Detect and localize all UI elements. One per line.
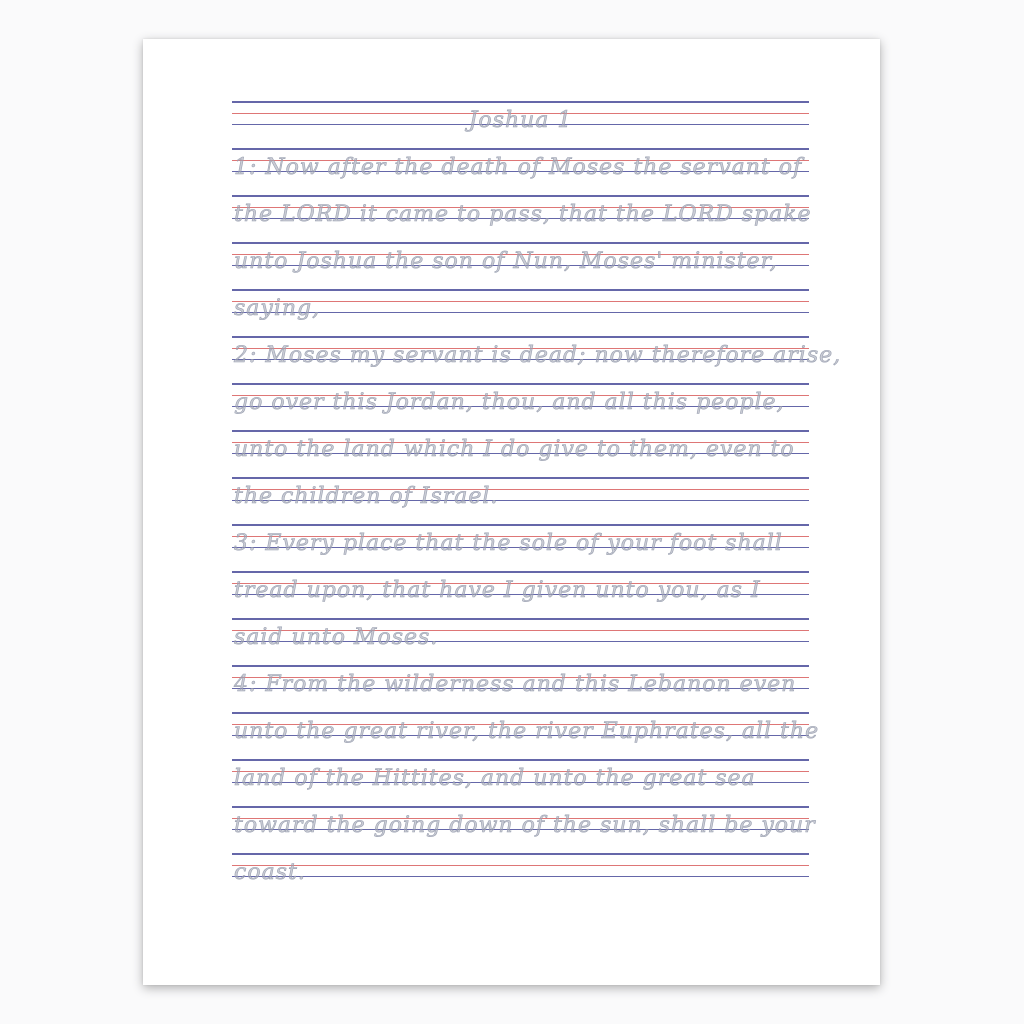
writing-line-set: [232, 853, 809, 885]
rule-bottom-line: [232, 359, 809, 361]
rule-mid-line: [232, 630, 809, 632]
rule-mid-line: [232, 160, 809, 162]
writing-line-set: [232, 289, 809, 321]
trace-text: unto Joshua the son of Nun, Moses' minister,: [234, 249, 778, 274]
rule-top-line: [232, 242, 809, 244]
trace-text: saying,: [234, 296, 321, 321]
rule-bottom-line: [232, 500, 809, 502]
writing-line-set: [232, 665, 809, 697]
rule-bottom-line: [232, 829, 809, 831]
rule-top-line: [232, 148, 809, 150]
writing-line-set: [232, 712, 820, 744]
writing-line-set: [232, 618, 809, 650]
writing-lines-area: [232, 101, 842, 900]
rule-top-line: [232, 759, 809, 761]
trace-text: the LORD it came to pass, that the LORD spake: [234, 202, 812, 227]
rule-top-line: [232, 336, 809, 338]
rule-top-line: [232, 101, 809, 103]
rule-mid-line: [232, 536, 809, 538]
writing-line-set: [232, 148, 809, 180]
rule-top-line: [232, 430, 809, 432]
rule-top-line: [232, 853, 809, 855]
trace-text: tread upon, that have I given unto you, as I: [234, 578, 761, 603]
rule-bottom-line: [232, 547, 809, 549]
worksheet-title: Joshua 1: [468, 108, 573, 133]
writing-line-set: [232, 806, 816, 838]
trace-text: said unto Moses.: [234, 625, 439, 650]
rule-mid-line: [232, 489, 809, 491]
rule-mid-line: [232, 254, 809, 256]
trace-text: coast.: [234, 860, 306, 885]
writing-line-set: [232, 430, 809, 462]
rule-bottom-line: [232, 688, 809, 690]
trace-text: the children of Israel.: [234, 484, 499, 509]
trace-text: unto the great river, the river Euphrates, all the: [234, 719, 820, 744]
rule-mid-line: [232, 771, 809, 773]
rule-mid-line: [232, 395, 809, 397]
writing-line-set: [232, 477, 809, 509]
rule-mid-line: [232, 207, 809, 209]
rule-mid-line: [232, 301, 809, 303]
rule-bottom-line: [232, 453, 809, 455]
rule-mid-line: [232, 677, 809, 679]
rule-top-line: [232, 618, 809, 620]
rule-top-line: [232, 806, 809, 808]
worksheet-page: [143, 39, 880, 985]
rule-top-line: [232, 712, 809, 714]
rule-top-line: [232, 665, 809, 667]
writing-line-set: [232, 383, 809, 415]
rule-bottom-line: [232, 218, 809, 220]
writing-line-set: [232, 759, 809, 791]
rule-mid-line: [232, 113, 809, 115]
trace-text: go over this Jordan, thou, and all this people,: [234, 390, 785, 415]
rule-mid-line: [232, 818, 809, 820]
rule-mid-line: [232, 583, 809, 585]
trace-text: unto the land which I do give to them, even to: [234, 437, 795, 462]
trace-text: 2: Moses my servant is dead; now therefore arise,: [234, 343, 842, 368]
trace-text: 3: Every place that the sole of your foot shall: [234, 531, 783, 556]
rule-top-line: [232, 571, 809, 573]
rule-mid-line: [232, 724, 809, 726]
rule-bottom-line: [232, 171, 809, 173]
writing-line-set: [232, 571, 809, 603]
rule-bottom-line: [232, 641, 809, 643]
rule-bottom-line: [232, 876, 809, 878]
rule-top-line: [232, 195, 809, 197]
writing-line-set: [232, 524, 809, 556]
rule-bottom-line: [232, 735, 809, 737]
rule-bottom-line: [232, 124, 809, 126]
body-lines-container: [232, 148, 842, 885]
trace-text: 1: Now after the death of Moses the servant of: [234, 155, 803, 180]
rule-top-line: [232, 477, 809, 479]
rule-bottom-line: [232, 265, 809, 267]
rule-top-line: [232, 289, 809, 291]
rule-bottom-line: [232, 406, 809, 408]
rule-bottom-line: [232, 594, 809, 596]
rule-bottom-line: [232, 782, 809, 784]
trace-text: 4: From the wilderness and this Lebanon even: [234, 672, 797, 697]
trace-text: land of the Hittites, and unto the great sea: [234, 766, 756, 791]
writing-line-set: [232, 195, 812, 227]
title-line-set: [232, 101, 809, 133]
rule-mid-line: [232, 442, 809, 444]
writing-line-set: [232, 336, 842, 368]
rule-mid-line: [232, 865, 809, 867]
trace-text: toward the going down of the sun, shall be your: [234, 813, 816, 838]
rule-top-line: [232, 383, 809, 385]
writing-line-set: [232, 242, 809, 274]
rule-mid-line: [232, 348, 809, 350]
rule-top-line: [232, 524, 809, 526]
rule-bottom-line: [232, 312, 809, 314]
